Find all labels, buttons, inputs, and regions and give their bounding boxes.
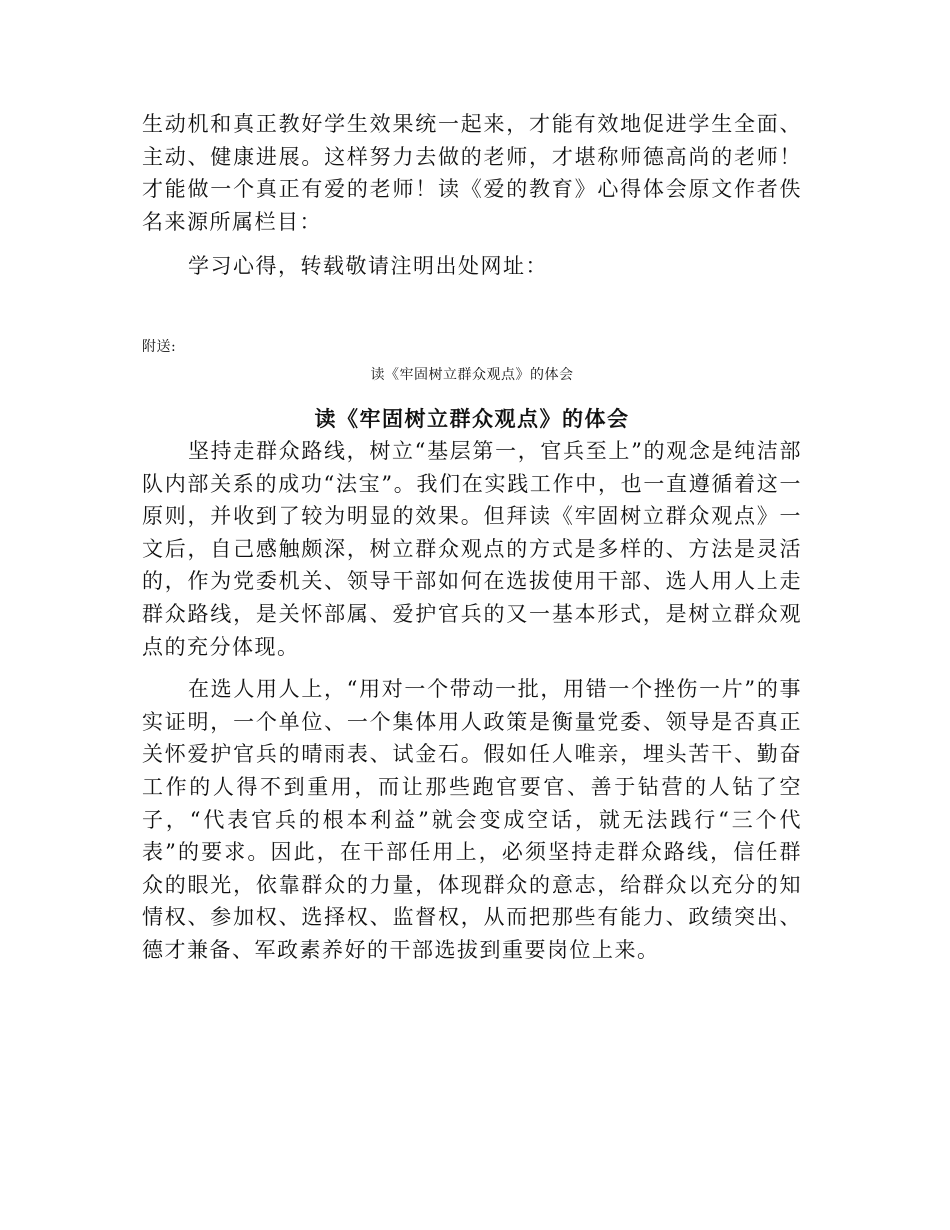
intro-paragraph-2: 学习心得，转载敬请注明出处网址： xyxy=(188,254,548,279)
main-title: 读《牢固树立群众观点》的体会 xyxy=(314,405,630,431)
appendix-small-title: 读《牢固树立群众观点》的体会 xyxy=(370,366,574,383)
intro-paragraph-1: 生动机和真正教好学生效果统一起来，才能有效地促进学生全面、主动、健康进展。这样努力去做的老师，才堪称师德高尚的老师！才能做一个真正有爱的老师！读《爱的教育》心得体会原文作者佚名来源所属栏目： xyxy=(142,112,802,234)
appendix-label: 附送: xyxy=(142,338,177,355)
document-page xyxy=(142,108,802,966)
body-paragraph-2: 在选人用人上，“用对一个带动一批，用错一个挫伤一片”的事实证明，一个单位、一个集体用人政策是衡量党委、领导是否真正关怀爱护官兵的晴雨表、试金石。假如任人唯亲，埋头苦干、勤奋工作的人得不到重用，而让那些跑官要官、善于钻营的人钻了空子，“代表官兵的根本利益”就会变成空话，就无法践行“三个代表”的要求。因此，在干部任用上，必须坚持走群众路线，信任群众的眼光，依靠群众的力量，体现群众的意志，给群众以充分的知情权、参加权、选择权、监督权，从而把那些有能力、政绩突出、德才兼备、军政素养好的干部选拔到重要岗位上来。 xyxy=(142,677,802,962)
body-paragraph-1: 坚持走群众路线，树立“基层第一，官兵至上”的观念是纯洁部队内部关系的成功“法宝”。我们在实践工作中，也一直遵循着这一原则，并收到了较为明显的效果。但拜读《牢固树立群众观点》一文后，自己感触颇深，树立群众观点的方式是多样的、方法是灵活的，作为党委机关、领导干部如何在选拔使用干部、选人用人上走群众路线，是关怀部属、爱护官兵的又一基本形式，是树立群众观点的充分体现。 xyxy=(142,438,802,659)
